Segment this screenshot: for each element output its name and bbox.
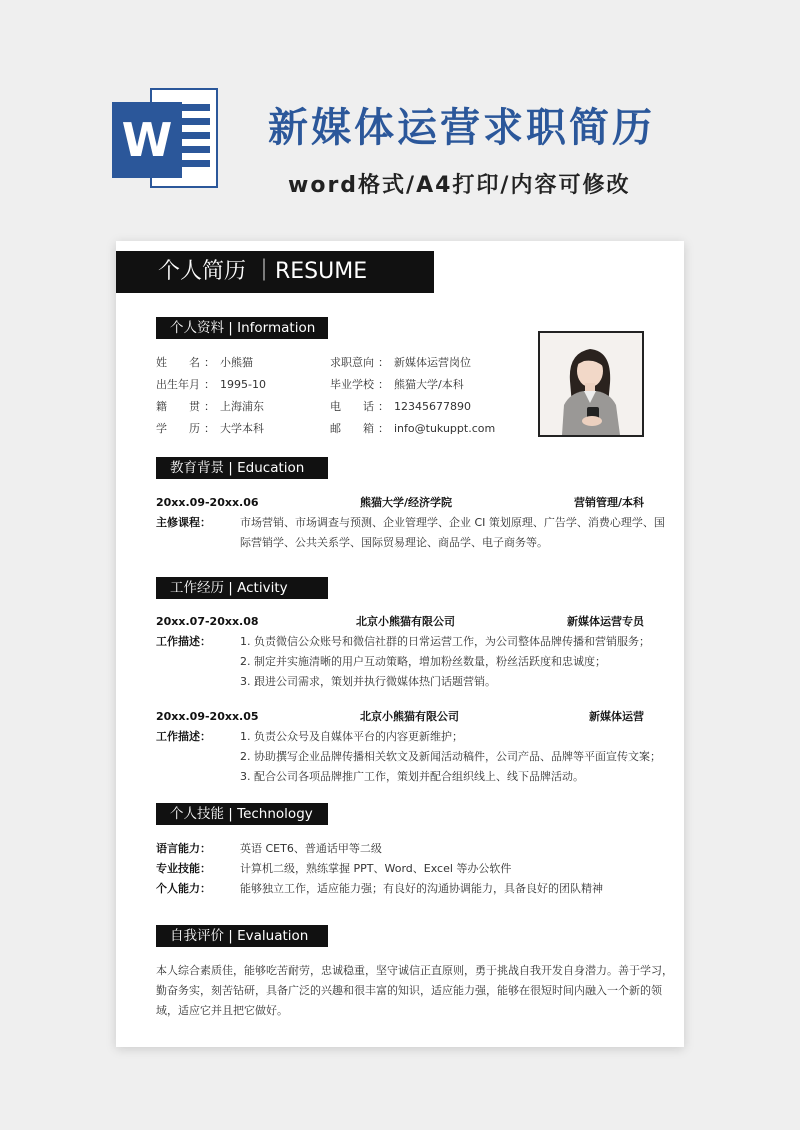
info-value-name: 小熊猫 [220,356,253,369]
skill-value-language: 英语 CET6、普通话甲等二级 [240,842,382,855]
job-2-desc-label: 工作描述： [156,730,211,743]
job-1-item-2: 2. 制定并实施清晰的用户互动策略，增加粉丝数量，粉丝活跃度和忠诚度； [240,655,606,668]
skill-label-language: 语言能力： [156,842,211,855]
info-separator: ： [204,400,215,413]
info-separator: ： [378,422,389,435]
banner [0,0,800,235]
resume-header: 个人简历 ｜RESUME [116,251,434,293]
evaluation-line-2: 勤奋务实，刻苦钻研，具备广泛的兴趣和很丰富的知识，适应能力强，能够在很短时间内融入一个新的领 [156,984,662,997]
skill-value-personal: 能够独立工作，适应能力强；有良好的沟通协调能力，具备良好的团队精神 [240,882,603,895]
info-label-name: 姓 名 [156,356,200,369]
section-heading-education: 教育背景 | Education [156,457,328,479]
skill-label-professional: 专业技能： [156,862,211,875]
info-label-email: 邮 箱 [330,422,374,435]
info-value-degree: 大学本科 [220,422,264,435]
info-label-origin: 籍 贯 [156,400,200,413]
courses-line-2: 际营销学、公共关系学、国际贸易理论、商品学、电子商务等。 [240,536,548,549]
evaluation-line-1: 本人综合素质佳，能够吃苦耐劳，忠诚稳重，坚守诚信正直原则，勇于挑战自我开发自身潜力。善于学习， [156,964,673,977]
job-1-desc-label: 工作描述： [156,635,211,648]
info-separator: ： [204,378,215,391]
education-major: 营销管理/本科 [573,496,644,509]
section-heading-activity: 工作经历 | Activity [156,577,328,599]
banner-subtitle: word格式/A4打印/内容可修改 [288,173,631,198]
info-label-objective: 求职意向 [330,356,374,369]
info-label-degree: 学 历 [156,422,200,435]
word-letter: W [112,102,182,178]
resume-page [116,241,684,1047]
job-2-item-1: 1. 负责公众号及自媒体平台的内容更新维护； [240,730,463,743]
job-1-period: 20xx.07-20xx.08 [156,615,259,628]
courses-line-1: 市场营销、市场调查与预测、企业管理学、企业 CI 策划原理、广告学、消费心理学、国 [240,516,665,529]
portrait-photo [538,331,644,437]
job-1-item-1: 1. 负责微信公众账号和微信社群的日常运营工作，为公司整体品牌传播和营销服务； [240,635,650,648]
job-1-title: 新媒体运营专员 [567,615,644,628]
job-2-period: 20xx.09-20xx.05 [156,710,259,723]
section-heading-evaluation: 自我评价 | Evaluation [156,925,328,947]
skill-label-personal: 个人能力： [156,882,211,895]
info-value-birth: 1995-10 [220,378,266,391]
info-separator: ： [204,422,215,435]
education-school: 熊猫大学/经济学院 [360,496,453,509]
education-period: 20xx.09-20xx.06 [156,496,259,509]
job-1-item-3: 3. 跟进公司需求，策划并执行微媒体热门话题营销。 [240,675,496,688]
info-value-objective: 新媒体运营岗位 [394,356,471,369]
info-separator: ： [378,356,389,369]
evaluation-line-3: 域，适应它并且把它做好。 [156,1004,288,1017]
info-value-origin: 上海浦东 [220,400,264,413]
info-value-school: 熊猫大学/本科 [394,378,464,391]
info-separator: ： [378,400,389,413]
skill-value-professional: 计算机二级，熟练掌握 PPT、Word、Excel 等办公软件 [240,862,512,875]
job-2-item-3: 3. 配合公司各项品牌推广工作，策划并配合组织线上、线下品牌活动。 [240,770,584,783]
courses-label: 主修课程： [156,516,211,529]
info-value-phone: 12345677890 [394,400,471,413]
info-label-phone: 电 话 [330,400,374,413]
job-2-title: 新媒体运营 [589,710,644,723]
portrait-illustration [540,333,642,435]
banner-title: 新媒体运营求职简历 [268,105,655,151]
job-1-company: 北京小熊猫有限公司 [356,615,455,628]
info-value-email: info@tukuppt.com [394,422,496,435]
info-label-school: 毕业学校 [330,378,374,391]
section-heading-technology: 个人技能 | Technology [156,803,328,825]
info-separator: ： [378,378,389,391]
info-label-birth: 出生年月 [156,378,200,391]
job-2-company: 北京小熊猫有限公司 [360,710,459,723]
info-separator: ： [204,356,215,369]
section-heading-information: 个人资料 | Information [156,317,328,339]
word-logo-icon [112,82,224,194]
job-2-item-2: 2. 协助撰写企业品牌传播相关软文及新闻活动稿件，公司产品、品牌等平面宣传文案； [240,750,661,763]
